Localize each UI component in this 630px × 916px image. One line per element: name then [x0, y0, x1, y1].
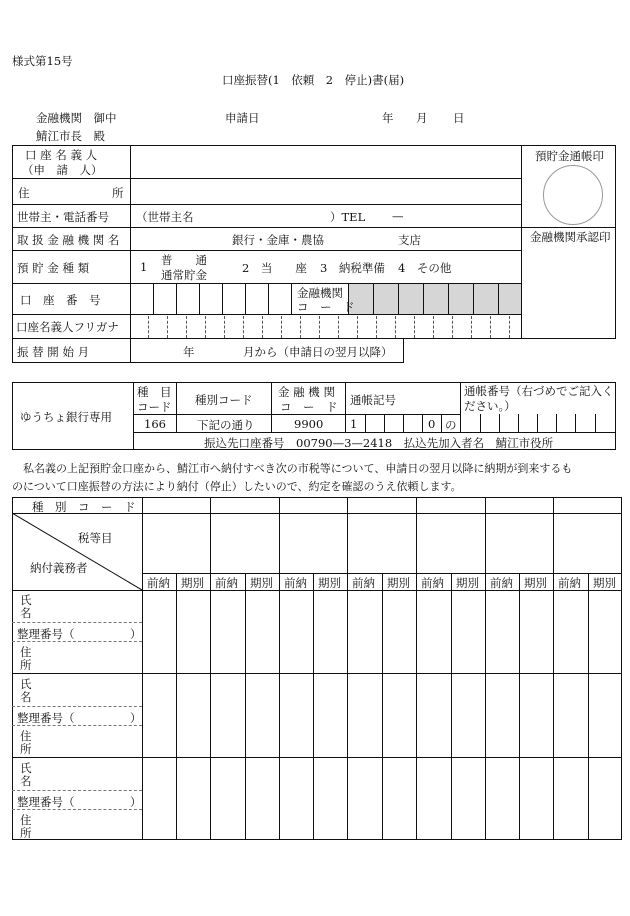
name-label-a: 氏 — [20, 761, 32, 775]
holder-label-1: 口 座 名 義 人 — [25, 148, 98, 162]
holder-label-2: （申 請 人） — [22, 163, 103, 177]
date-year-label: 年 — [382, 111, 394, 125]
symbol-digit-last: 0 — [428, 417, 436, 431]
type-code-value: 166 — [144, 417, 166, 431]
ref-label: 整理番号（ — [17, 795, 75, 809]
col-installment-2: 期別 — [250, 576, 273, 590]
addr-label-b: 所 — [20, 658, 32, 672]
date-month-label: 月 — [416, 111, 428, 125]
mayor-addressee: 鯖江市長 殿 — [36, 129, 105, 143]
col-installment-4: 期別 — [387, 576, 410, 590]
seal-circle — [543, 165, 603, 225]
start-month-label: 振 替 開 始 月 — [17, 345, 90, 359]
symbol-digit-first: 1 — [350, 417, 358, 431]
col-installment-6: 期別 — [524, 576, 547, 590]
passbook-number-label: 通帳番号（右づめでご記入ください。） — [464, 384, 614, 413]
name-label-b: 名 — [20, 606, 32, 620]
type-code-label-2: コード — [137, 400, 172, 414]
furigana-label: 口座名義人フリガナ — [16, 320, 119, 334]
col-prepay-6: 前納 — [490, 576, 513, 590]
start-year-label: 年 — [183, 345, 195, 359]
tax-type-label: 税等目 — [78, 531, 113, 545]
household-value[interactable]: （世帯主名 — [136, 210, 194, 224]
tel-dash: — — [392, 209, 404, 223]
deposit-option-3[interactable]: 3 納税準備 — [320, 261, 385, 275]
col-prepay-4: 前納 — [352, 576, 375, 590]
approval-seal-label: 金融機関承認印 — [530, 230, 611, 244]
deposit-option-2[interactable]: 2 当 座 — [242, 261, 307, 275]
col-installment-5: 期別 — [456, 576, 479, 590]
ref-close: ） — [130, 627, 142, 641]
col-prepay-7: 前納 — [558, 576, 581, 590]
tel-value[interactable]: ）TEL — [330, 210, 366, 224]
name-label-b: 名 — [20, 774, 32, 788]
yucho-label: ゆうちょ銀行専用 — [20, 410, 112, 424]
deposit-option-1-number[interactable]: 1 — [140, 260, 148, 274]
addr-label-a: 住 — [20, 813, 32, 827]
bank-addressee: 金融機関 御中 — [36, 111, 117, 125]
name-label-a: 氏 — [20, 677, 32, 691]
type-code-label-1: 種 目 — [137, 385, 172, 399]
yucho-bank-code-value: 9900 — [294, 417, 324, 431]
bank-name-label: 取 扱 金 融 機 関 名 — [17, 233, 120, 247]
diagonal-divider — [12, 513, 142, 590]
addr-label-a: 住 — [20, 645, 32, 659]
bank-types[interactable]: 銀行・金庫・農協 — [232, 233, 324, 247]
col-prepay-5: 前納 — [421, 576, 444, 590]
payer-category-code-label: 種 別 コ ー ド — [32, 500, 136, 514]
bank-code-shade — [349, 284, 521, 314]
start-month-note: 月から（申請日の翌月以降） — [243, 345, 393, 359]
application-date-label: 申請日 — [225, 111, 260, 125]
col-prepay-2: 前納 — [215, 576, 238, 590]
obligor-label: 納付義務者 — [30, 561, 88, 575]
transfer-info: 振込先口座番号 00790—3—2418 払込先加入者名 鯖江市役所 — [204, 436, 554, 450]
deposit-type-label: 預 貯 金 種 類 — [17, 261, 90, 275]
addr-label-a: 住 — [20, 729, 32, 743]
household-label: 世帯主・電話番号 — [17, 210, 109, 224]
ref-close: ） — [130, 711, 142, 725]
col-installment-1: 期別 — [181, 576, 204, 590]
deposit-option-1-b[interactable]: 通常貯金 — [161, 268, 207, 282]
yucho-bank-code-label-1: 金 融 機 関 — [278, 385, 335, 399]
form-number: 様式第15号 — [12, 54, 73, 68]
addr-label-b: 所 — [20, 826, 32, 840]
name-label-b: 名 — [20, 690, 32, 704]
yucho-bank-code-label-2: コ ー ド — [280, 400, 338, 414]
address-label-b: 所 — [112, 186, 124, 200]
account-number-label: 口 座 番 号 — [20, 293, 101, 307]
deposit-option-4[interactable]: 4 その他 — [398, 261, 452, 275]
passbook-seal-label: 預貯金通帳印 — [535, 149, 604, 163]
bank-code-label-1: 金融機関 — [297, 286, 343, 300]
category-code-label: 種別コード — [195, 393, 253, 407]
branch-label: 支店 — [398, 233, 421, 247]
category-code-value: 下記の通り — [197, 418, 255, 432]
ref-label: 整理番号（ — [17, 711, 75, 725]
deposit-option-1-a[interactable]: 普 通 — [161, 253, 207, 267]
address-label-a: 住 — [18, 186, 30, 200]
ref-close: ） — [130, 795, 142, 809]
col-installment-7: 期別 — [593, 576, 616, 590]
col-prepay-3: 前納 — [284, 576, 307, 590]
statement-line-1: 私名義の上記預貯金口座から、鯖江市へ納付すべき次の市税等について、申請日の翌月以降に納期が到来するも — [12, 462, 573, 475]
symbol-no: の — [445, 418, 457, 432]
addr-label-b: 所 — [20, 742, 32, 756]
bank-code-label-2: コ ー ド — [297, 300, 355, 314]
col-installment-3: 期別 — [318, 576, 341, 590]
date-day-label: 日 — [453, 111, 465, 125]
name-label-a: 氏 — [20, 593, 32, 607]
col-prepay-1: 前納 — [147, 576, 170, 590]
passbook-symbol-label: 通帳記号 — [350, 393, 396, 407]
statement-line-2: のについて口座振替の方法により納付（停止）したいので、約定を確認のうえ依頼します。 — [12, 480, 462, 493]
ref-label: 整理番号（ — [17, 627, 75, 641]
form-title: 口座振替(1 依頼 2 停止)書(届) — [222, 73, 405, 87]
